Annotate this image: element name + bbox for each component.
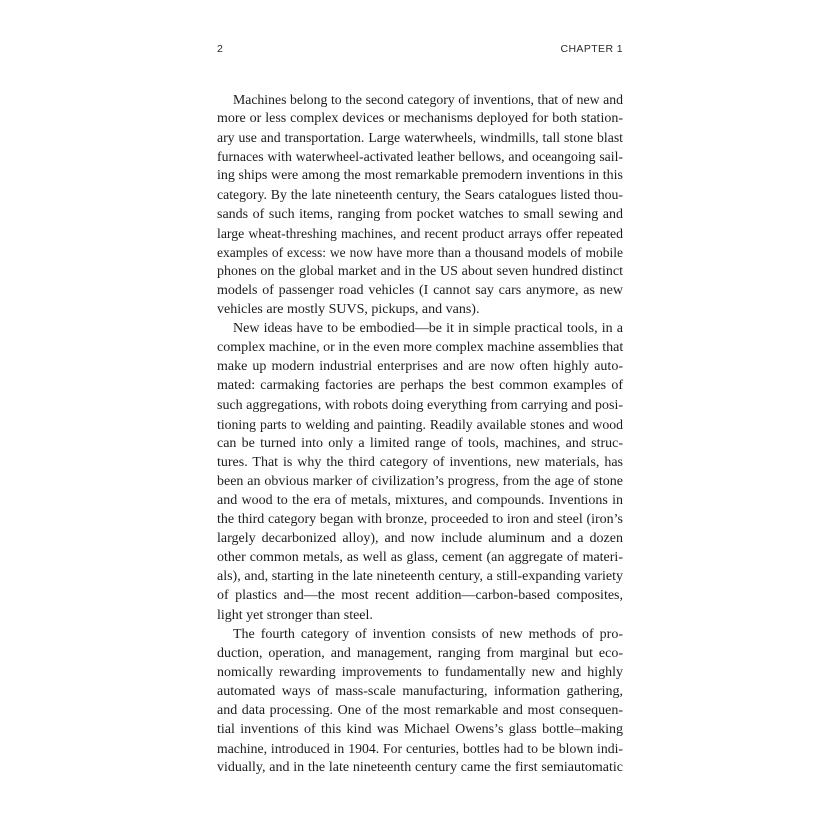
text-line: large wheat-threshing machines, and recent product arrays offer repeated (217, 225, 623, 241)
text-line: vehicles are mostly SUVS, pickups, and vans). (217, 302, 480, 318)
text-line: sands of such items, ranging from pocket watches to small sewing and (217, 206, 623, 222)
text-line: and wood to the era of metals, mixtures, and compounds. Inventions in (217, 492, 623, 508)
text-line: been an obvious marker of civilization’s progress, from the age of stone (217, 473, 623, 489)
paragraph-machines (217, 90, 623, 319)
text-line: automated ways of mass-scale manufacturing, information gathering, (217, 683, 623, 699)
text-line: other common metals, as well as glass, cement (an aggregate of materi- (217, 550, 623, 566)
text-line: nomically rewarding improvements to fundamentally new and highly (217, 664, 623, 680)
text-line: vidually, and in the late nineteenth century came the first semiautomatic (217, 760, 623, 776)
chapter-label: CHAPTER 1 (560, 43, 623, 55)
text-line: mated: carmaking factories are perhaps the best common examples of (217, 378, 623, 394)
text-line: such aggregations, with robots doing everything from carrying and posi- (217, 397, 623, 413)
text-line: furnaces with waterwheel-activated leather bellows, and oceangoing sail- (217, 149, 623, 165)
text-line: tures. That is why the third category of inventions, new materials, has (217, 454, 623, 470)
paragraph-methods (217, 625, 623, 778)
body-text (217, 90, 623, 777)
text-line: The fourth category of invention consists of new methods of pro- (233, 626, 623, 642)
text-line: can be turned into only a limited range of tools, machines, and struc- (217, 435, 623, 451)
text-line: als), and, starting in the late nineteenth century, a still-expanding variety (217, 569, 623, 585)
text-line: of plastics and—the most recent addition—carbon-based composites, (217, 588, 623, 604)
text-line: ing ships were among the most remarkable premodern inventions in this (217, 168, 623, 184)
text-line: examples of excess: we now have more than a thousand models of mobile (217, 244, 623, 260)
text-line: light yet stronger than steel. (217, 607, 373, 623)
text-line: and data processing. One of the most remarkable and most consequen- (217, 703, 623, 718)
page-number: 2 (217, 43, 224, 55)
text-line: phones on the global market and in the US about seven hundred distinct (217, 263, 623, 279)
text-line: the third category began with bronze, proceeded to iron and steel (iron’s (217, 512, 623, 528)
text-line: category. By the late nineteenth century, the Sears catalogues listed thou- (217, 187, 623, 203)
text-line: models of passenger road vehicles (I cannot say cars anymore, as new (217, 282, 623, 298)
text-line: New ideas have to be embodied—be it in simple practical tools, in a (233, 321, 623, 337)
text-line: complex machine, or in the even more complex machine assemblies that (217, 340, 624, 356)
text-line: more or less complex devices or mechanisms deployed for both station- (217, 111, 623, 127)
text-line: make up modern industrial enterprises and are now often highly auto- (217, 359, 623, 375)
text-line: tial inventions of this kind was Michael Owens’s glass bottle–making (217, 722, 623, 738)
running-head (217, 43, 623, 57)
text-line: machine, introduced in 1904. For centuries, bottles had to be blown indi- (217, 741, 623, 757)
text-line: Machines belong to the second category of inventions, that of new and (233, 92, 623, 107)
text-line: largely decarbonized alloy), and now include aluminum and a dozen (217, 531, 623, 547)
text-line: ary use and transportation. Large waterwheels, windmills, tall stone blast (217, 130, 623, 146)
paragraph-materials (217, 319, 623, 625)
text-line: duction, operation, and management, ranging from marginal but eco- (217, 645, 623, 661)
text-line: tioning parts to welding and painting. Readily available stones and wood (217, 416, 623, 432)
